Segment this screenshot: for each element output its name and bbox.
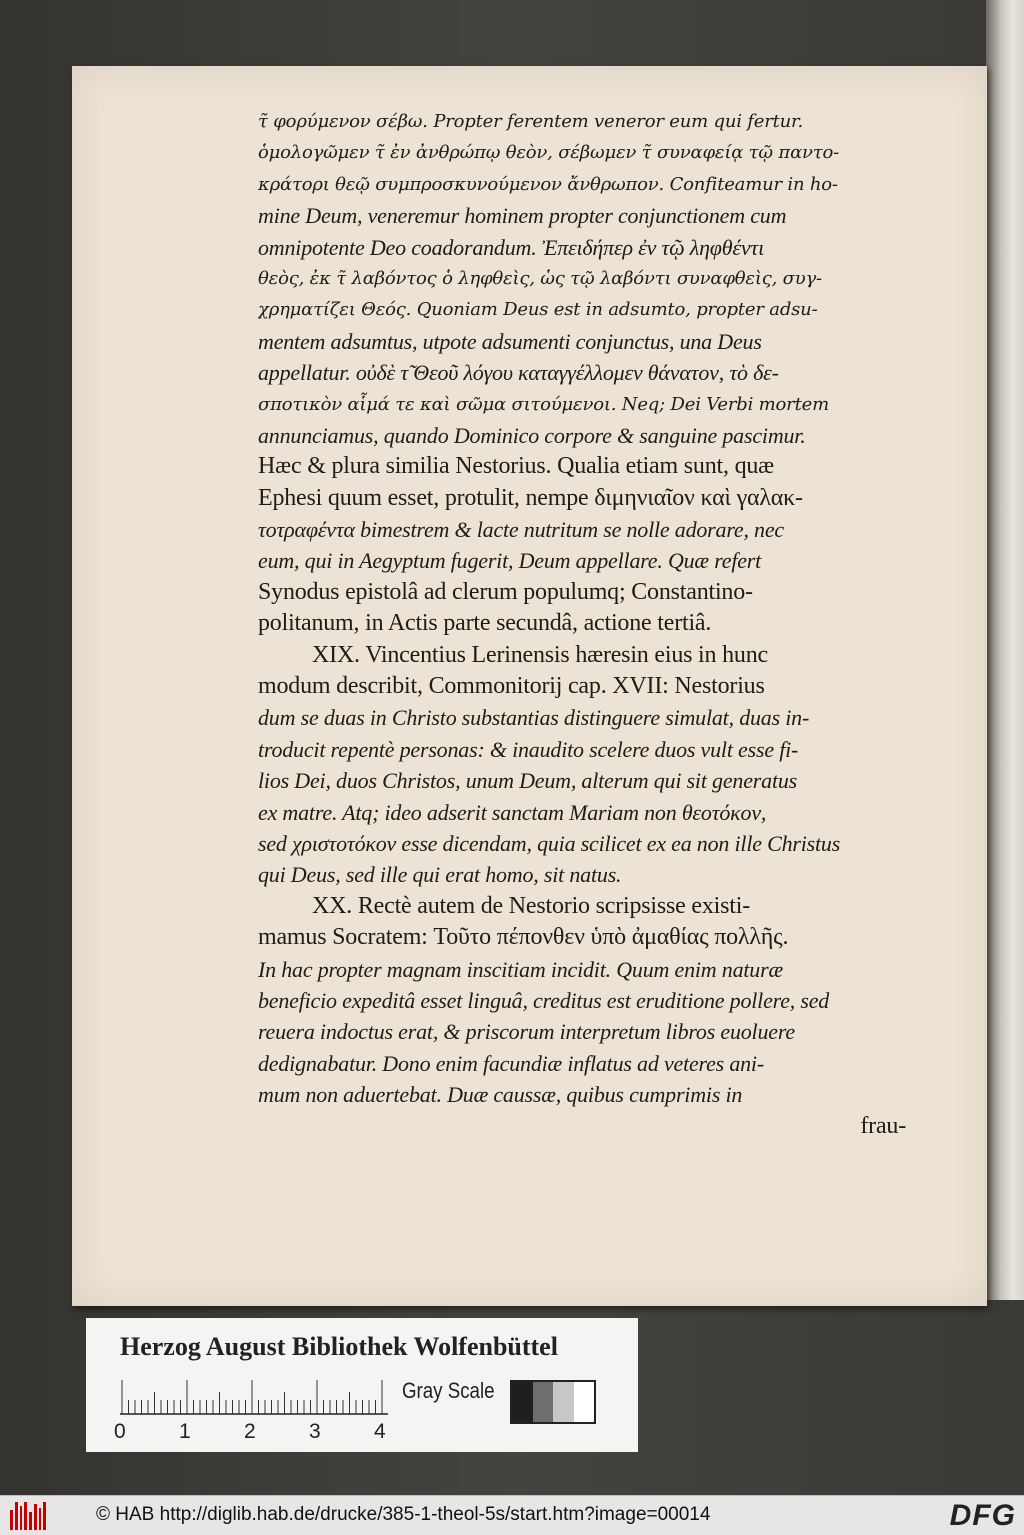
gray-scale-label: Gray Scale — [402, 1378, 495, 1403]
text-line: omnipotente Deo coadorandum. Ἐπειδήπερ ἐν τῷ ληφθέντι — [258, 234, 764, 260]
text-line: eum, qui in Aegyptum fugerit, Deum appellare. Quæ refert — [258, 548, 762, 574]
text-line: troducit repentè personas: & inaudito scelere duos vult esse fi- — [258, 736, 799, 762]
viewer-footer — [0, 1495, 1024, 1535]
text-line: reuera indoctus erat, & priscorum interpretum libros euoluere — [258, 1019, 795, 1045]
text-line: qui Deus, sed ille qui erat homo, sit natus. — [258, 862, 622, 888]
text-line: frau- — [860, 1112, 906, 1139]
library-color-card — [86, 1318, 638, 1452]
text-line: mum non aduertebat. Duæ caussæ, quibus cumprimis in — [258, 1082, 743, 1108]
logo-bar — [20, 1506, 23, 1530]
text-line: sed χριστοτόκον esse dicendam, quia scilicet ex ea non ille Christus — [258, 830, 841, 856]
text-line: annunciamus, quando Dominico corpore & sanguine pascimur. — [258, 422, 806, 448]
logo-bar — [15, 1502, 18, 1530]
ruler-number: 1 — [179, 1420, 191, 1443]
logo-bar — [34, 1504, 37, 1530]
book-edge — [986, 0, 1024, 1300]
gray-swatch — [553, 1382, 574, 1422]
dfg-logo: DFG — [949, 1499, 1016, 1532]
text-line: XX. Rectè autem de Nestorio scripsisse existi- — [312, 892, 751, 919]
text-line: τοτραφέντα bimestrem & lacte nutritum se nolle adorare, nec — [258, 517, 784, 543]
gray-swatch — [533, 1382, 554, 1422]
library-name: Herzog August Bibliothek Wolfenbüttel — [120, 1332, 558, 1361]
text-line: modum describit, Commonitorij cap. XVII: Nestorius — [258, 673, 765, 700]
text-line: κράτορι θεῷ συμπροσκυνούμενον ἄνθρωπον. Confiteamur in ho- — [258, 173, 838, 195]
text-line: mine Deum, veneremur hominem propter conjunctionem cum — [258, 203, 787, 229]
text-line: beneficio expeditâ esset linguâ, creditus est eruditione pollere, sed — [258, 987, 830, 1013]
ruler-numbers — [114, 1420, 414, 1446]
text-line: σποτικὸν αἷμά τε καὶ σῶμα σιτούμενοι. Neq; Dei Verbi mortem — [258, 393, 829, 415]
text-line: appellatur. οὐδὲ τ̃ Θεοῦ λόγου καταγγέλλομεν θάνατον, τὸ δε- — [258, 360, 779, 386]
text-line: ex matre. Atq; ideo adserit sanctam Mariam non θεοτόκον, — [258, 799, 767, 825]
text-line: lios Dei, duos Christos, unum Deum, alterum qui sit generatus — [258, 768, 798, 794]
text-line: θεὸς, ἐκ τ̃ λαβόντος ὁ ληφθεὶς, ὡς τῷ λαβόντι συναφθεὶς, συγ- — [258, 267, 822, 289]
permalink-text[interactable]: © HAB http://diglib.hab.de/drucke/385-1-theol-5s/start.htm?image=00014 — [96, 1504, 711, 1525]
text-line: χρηματίζει Θεός. Quoniam Deus est in adsumto, propter adsu- — [258, 299, 818, 321]
text-line: τ̃ φορύμενον σέβω. Propter ferentem veneror eum qui fertur. — [258, 111, 804, 132]
logo-bar — [39, 1508, 42, 1530]
ruler-number: 0 — [114, 1420, 126, 1443]
gray-swatch — [574, 1382, 595, 1422]
text-line: ὁμολογῶμεν τ̃ ἐν ἀνθρώπῳ θεὸν, σέβωμεν τ̃ συναφείᾳ τῷ παντο- — [258, 142, 840, 164]
text-line: dum se duas in Christo substantias distinguere simulat, duas in- — [258, 705, 810, 731]
text-line: In hac propter magnam inscitiam incidit. Quum enim naturæ — [258, 956, 783, 982]
logo-bar — [10, 1510, 13, 1530]
text-line: mentem adsumtus, utpote adsumenti conjunctus, una Deus — [258, 328, 762, 354]
ruler-number: 4 — [374, 1420, 386, 1443]
ruler-scale — [120, 1376, 388, 1416]
gray-swatch — [512, 1382, 533, 1422]
text-line: mamus Socratem: Τοῦτο πέπονθεν ὑπὸ ἀμαθίας πολλῆς. — [258, 924, 789, 951]
text-line: Ephesi quum esset, protulit, nempe διμηνιαῖον καὶ γαλακ- — [258, 484, 803, 511]
logo-bar — [24, 1502, 27, 1530]
ruler-number: 3 — [309, 1420, 321, 1443]
text-line: dedignabatur. Dono enim facundiæ inflatus ad veteres ani- — [258, 1050, 764, 1076]
text-line: XIX. Vincentius Lerinensis hæresin eius in hunc — [312, 641, 768, 668]
text-line: Hæc & plura similia Nestorius. Qualia etiam sunt, quæ — [258, 453, 774, 480]
text-line: Synodus epistolâ ad clerum populumq; Constantino- — [258, 578, 753, 605]
gray-scale-swatches — [510, 1380, 596, 1424]
ruler-number: 2 — [244, 1420, 256, 1443]
logo-bar — [29, 1512, 32, 1530]
logo-bar — [43, 1502, 46, 1530]
page-text — [258, 106, 906, 1142]
hab-logo-icon — [10, 1502, 46, 1530]
text-line: politanum, in Actis parte secundâ, actione tertiâ. — [258, 610, 712, 637]
